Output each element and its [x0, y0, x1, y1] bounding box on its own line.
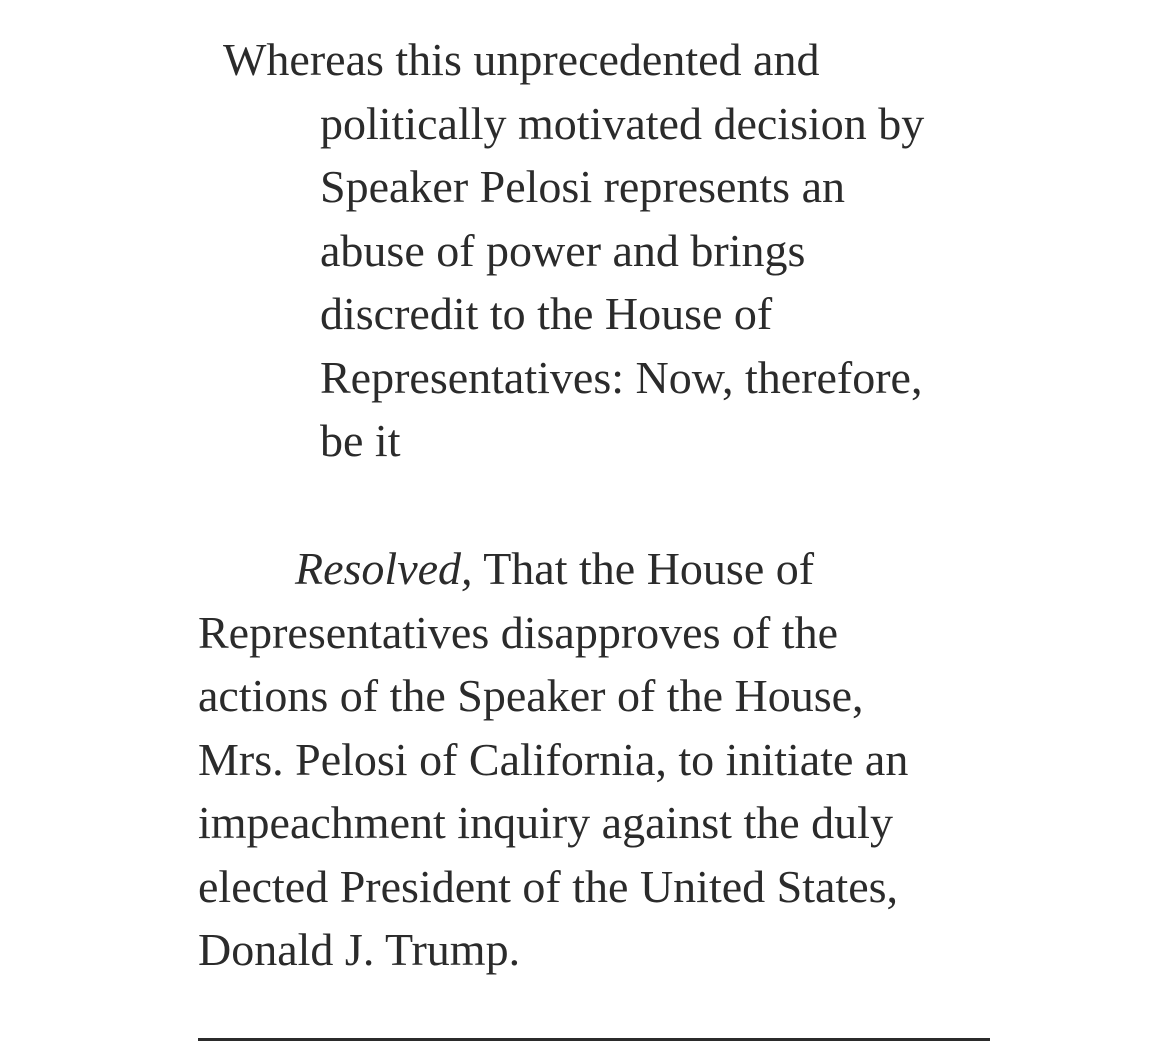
whereas-line: Whereas this unprecedented and: [223, 34, 820, 85]
resolved-first-line: [198, 537, 998, 601]
whereas-line: be it: [320, 415, 401, 466]
resolved-line: actions of the Speaker of the House,: [198, 670, 864, 721]
whereas-line: discredit to the House of: [320, 288, 773, 339]
whereas-clause: [223, 28, 983, 473]
resolved-line: Donald J. Trump.: [198, 924, 521, 975]
resolved-first-line-text: That the House of: [472, 543, 815, 594]
whereas-line: abuse of power and brings: [320, 224, 806, 276]
whereas-line: politically motivated decision by: [320, 97, 925, 149]
whereas-line: Representatives: Now, therefore,: [320, 351, 923, 403]
resolved-lead-word: Resolved,: [295, 543, 473, 594]
end-of-document-rule: [198, 1038, 990, 1041]
resolved-line: Mrs. Pelosi of California, to initiate an: [198, 733, 909, 785]
resolved-line: impeachment inquiry against the duly: [198, 797, 893, 848]
resolved-line: Representatives disapproves of the: [198, 606, 838, 658]
whereas-line: Speaker Pelosi represents an: [320, 161, 846, 212]
resolved-clause: [198, 537, 998, 982]
resolved-line: elected President of the United States,: [198, 860, 899, 912]
